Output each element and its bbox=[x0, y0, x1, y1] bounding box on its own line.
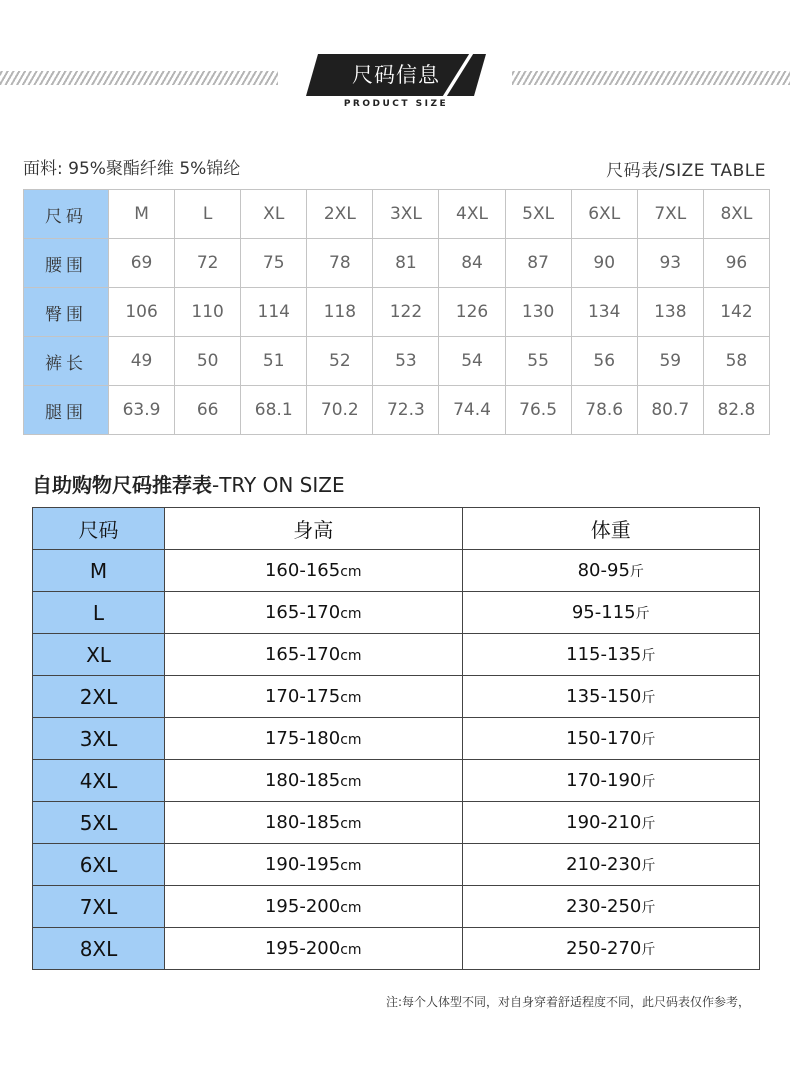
row-header: 腿围 bbox=[24, 386, 109, 435]
thigh-row bbox=[24, 386, 770, 435]
weight-unit: 斤 bbox=[641, 858, 656, 874]
header-weight: 体重 bbox=[462, 508, 760, 550]
height-unit: cm bbox=[340, 774, 362, 790]
disclaimer-note: 注:每个人体型不同，对自身穿着舒适程度不同，此尺码表仅作参考， bbox=[385, 995, 750, 1009]
row-height: 180-185cm bbox=[165, 802, 463, 844]
size-cell: 8XL bbox=[703, 190, 769, 239]
row-weight: 170-190斤 bbox=[462, 760, 760, 802]
size-cell: L bbox=[175, 190, 241, 239]
weight-unit: 斤 bbox=[641, 816, 656, 832]
row-weight: 210-230斤 bbox=[462, 844, 760, 886]
row-height: 160-165cm bbox=[165, 550, 463, 592]
try-on-title-en: -TRY ON SIZE bbox=[212, 473, 345, 497]
table-cell: 55 bbox=[505, 337, 571, 386]
table-cell: 126 bbox=[439, 288, 505, 337]
height-unit: cm bbox=[340, 816, 362, 832]
table-row bbox=[33, 550, 760, 592]
weight-unit: 斤 bbox=[641, 942, 656, 958]
table-row bbox=[33, 634, 760, 676]
table-row bbox=[33, 718, 760, 760]
table-cell: 75 bbox=[241, 239, 307, 288]
height-unit: cm bbox=[340, 606, 362, 622]
row-weight: 230-250斤 bbox=[462, 886, 760, 928]
table-cell: 76.5 bbox=[505, 386, 571, 435]
row-height: 175-180cm bbox=[165, 718, 463, 760]
table-cell: 138 bbox=[637, 288, 703, 337]
table-cell: 84 bbox=[439, 239, 505, 288]
row-size: 7XL bbox=[33, 886, 165, 928]
length-row bbox=[24, 337, 770, 386]
size-table bbox=[23, 189, 770, 435]
weight-unit: 斤 bbox=[641, 732, 656, 748]
row-size: XL bbox=[33, 634, 165, 676]
row-size: 6XL bbox=[33, 844, 165, 886]
row-weight: 80-95斤 bbox=[462, 550, 760, 592]
row-height: 180-185cm bbox=[165, 760, 463, 802]
row-header: 臀围 bbox=[24, 288, 109, 337]
row-size: 5XL bbox=[33, 802, 165, 844]
row-weight: 95-115斤 bbox=[462, 592, 760, 634]
table-cell: 54 bbox=[439, 337, 505, 386]
table-row bbox=[33, 676, 760, 718]
page-title: 尺码信息 bbox=[352, 63, 440, 87]
table-cell: 134 bbox=[571, 288, 637, 337]
table-cell: 90 bbox=[571, 239, 637, 288]
size-cell: 2XL bbox=[307, 190, 373, 239]
row-height: 165-170cm bbox=[165, 592, 463, 634]
row-weight: 250-270斤 bbox=[462, 928, 760, 970]
table-cell: 70.2 bbox=[307, 386, 373, 435]
height-unit: cm bbox=[340, 564, 362, 580]
table-cell: 51 bbox=[241, 337, 307, 386]
height-unit: cm bbox=[340, 900, 362, 916]
table-cell: 63.9 bbox=[109, 386, 175, 435]
waist-row bbox=[24, 239, 770, 288]
row-height: 165-170cm bbox=[165, 634, 463, 676]
size-cell: XL bbox=[241, 190, 307, 239]
row-height: 195-200cm bbox=[165, 928, 463, 970]
row-size: 4XL bbox=[33, 760, 165, 802]
weight-unit: 斤 bbox=[641, 648, 656, 664]
table-cell: 50 bbox=[175, 337, 241, 386]
row-header: 腰围 bbox=[24, 239, 109, 288]
table-cell: 66 bbox=[175, 386, 241, 435]
table-cell: 68.1 bbox=[241, 386, 307, 435]
table-row bbox=[33, 802, 760, 844]
table-cell: 80.7 bbox=[637, 386, 703, 435]
row-size: 2XL bbox=[33, 676, 165, 718]
table-cell: 74.4 bbox=[439, 386, 505, 435]
table-cell: 58 bbox=[703, 337, 769, 386]
size-cell: 7XL bbox=[637, 190, 703, 239]
row-weight: 190-210斤 bbox=[462, 802, 760, 844]
table-cell: 81 bbox=[373, 239, 439, 288]
table-cell: 106 bbox=[109, 288, 175, 337]
row-weight: 150-170斤 bbox=[462, 718, 760, 760]
table-row bbox=[33, 928, 760, 970]
table-cell: 49 bbox=[109, 337, 175, 386]
row-weight: 115-135斤 bbox=[462, 634, 760, 676]
row-height: 195-200cm bbox=[165, 886, 463, 928]
table-cell: 69 bbox=[109, 239, 175, 288]
table-row bbox=[33, 844, 760, 886]
row-size: M bbox=[33, 550, 165, 592]
try-on-header-row bbox=[33, 508, 760, 550]
table-cell: 142 bbox=[703, 288, 769, 337]
size-table-label: 尺码表/SIZE TABLE bbox=[606, 161, 766, 181]
height-unit: cm bbox=[340, 858, 362, 874]
table-cell: 114 bbox=[241, 288, 307, 337]
header-height: 身高 bbox=[165, 508, 463, 550]
table-cell: 78.6 bbox=[571, 386, 637, 435]
page-subtitle: PRODUCT SIZE bbox=[343, 99, 449, 109]
try-on-table bbox=[32, 507, 760, 970]
row-weight: 135-150斤 bbox=[462, 676, 760, 718]
table-row bbox=[33, 592, 760, 634]
size-cell: 6XL bbox=[571, 190, 637, 239]
height-unit: cm bbox=[340, 942, 362, 958]
weight-unit: 斤 bbox=[641, 690, 656, 706]
height-unit: cm bbox=[340, 732, 362, 748]
table-cell: 78 bbox=[307, 239, 373, 288]
size-cell: 3XL bbox=[373, 190, 439, 239]
table-cell: 87 bbox=[505, 239, 571, 288]
table-cell: 52 bbox=[307, 337, 373, 386]
row-header: 尺码 bbox=[24, 190, 109, 239]
size-row bbox=[24, 190, 770, 239]
table-cell: 59 bbox=[637, 337, 703, 386]
header-stripes-right bbox=[512, 71, 790, 85]
table-cell: 93 bbox=[637, 239, 703, 288]
header-size: 尺码 bbox=[33, 508, 165, 550]
header-stripes-left bbox=[0, 71, 278, 85]
row-size: 8XL bbox=[33, 928, 165, 970]
table-cell: 96 bbox=[703, 239, 769, 288]
row-header: 裤长 bbox=[24, 337, 109, 386]
row-size: 3XL bbox=[33, 718, 165, 760]
table-row bbox=[33, 886, 760, 928]
try-on-title-cn: 自助购物尺码推荐表 bbox=[32, 473, 212, 497]
weight-unit: 斤 bbox=[641, 774, 656, 790]
table-cell: 110 bbox=[175, 288, 241, 337]
height-unit: cm bbox=[340, 648, 362, 664]
table-cell: 72.3 bbox=[373, 386, 439, 435]
try-on-title bbox=[32, 469, 345, 498]
table-cell: 53 bbox=[373, 337, 439, 386]
row-size: L bbox=[33, 592, 165, 634]
weight-unit: 斤 bbox=[641, 900, 656, 916]
fabric-info: 面料: 95%聚酯纤维 5%锦纶 bbox=[23, 159, 241, 179]
height-unit: cm bbox=[340, 690, 362, 706]
size-cell: 5XL bbox=[505, 190, 571, 239]
hip-row bbox=[24, 288, 770, 337]
table-cell: 122 bbox=[373, 288, 439, 337]
table-cell: 72 bbox=[175, 239, 241, 288]
table-cell: 130 bbox=[505, 288, 571, 337]
row-height: 190-195cm bbox=[165, 844, 463, 886]
table-row bbox=[33, 760, 760, 802]
weight-unit: 斤 bbox=[629, 564, 644, 580]
size-cell: M bbox=[109, 190, 175, 239]
table-cell: 82.8 bbox=[703, 386, 769, 435]
weight-unit: 斤 bbox=[635, 606, 650, 622]
table-cell: 56 bbox=[571, 337, 637, 386]
table-cell: 118 bbox=[307, 288, 373, 337]
row-height: 170-175cm bbox=[165, 676, 463, 718]
size-cell: 4XL bbox=[439, 190, 505, 239]
